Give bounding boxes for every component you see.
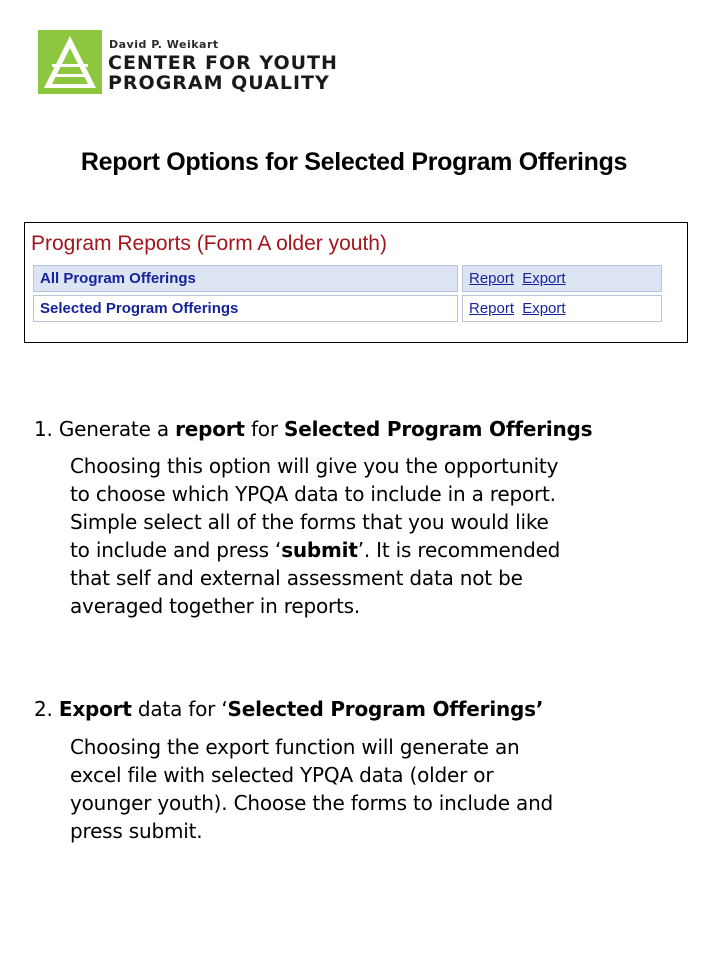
logo-line-3: PROGRAM QUALITY: [108, 72, 330, 94]
report-link[interactable]: Report: [469, 270, 515, 287]
export-link[interactable]: Export: [522, 300, 566, 317]
logo: [38, 30, 364, 94]
logo-line-1: David P. Weikart: [109, 38, 219, 51]
row-all-program-offerings: All Program Offerings: [33, 265, 458, 292]
section-2-body: Choosing the export function will generate an excel file with selected YPQA data (older or younger youth). Choose the forms to include and press submit.: [70, 735, 554, 843]
report-link[interactable]: Report: [469, 300, 515, 317]
program-reports-panel: [24, 222, 688, 343]
row-selected-actions: [462, 295, 662, 322]
row-selected-program-offerings: Selected Program Offerings: [33, 295, 458, 322]
pyramid-logo-icon: [38, 30, 102, 94]
row-all-actions: [462, 265, 662, 292]
section-1-body: Choosing this option will give you the opportunity to choose which YPQA data to include in a report. Simple select all of the forms that you would like to include and press ‘submit’. It is recommended that self and external assessment data not be averaged together in reports.: [70, 454, 561, 618]
section-1-heading: 1. Generate a report for Selected Program Offerings: [34, 417, 593, 441]
panel-heading: Program Reports (Form A older youth): [31, 232, 387, 255]
export-link[interactable]: Export: [522, 270, 566, 287]
logo-line-2: CENTER FOR YOUTH: [108, 52, 338, 74]
section-2-heading: 2. Export data for ‘Selected Program Offerings’: [34, 697, 544, 721]
page-title: Report Options for Selected Program Offerings: [80, 148, 628, 176]
